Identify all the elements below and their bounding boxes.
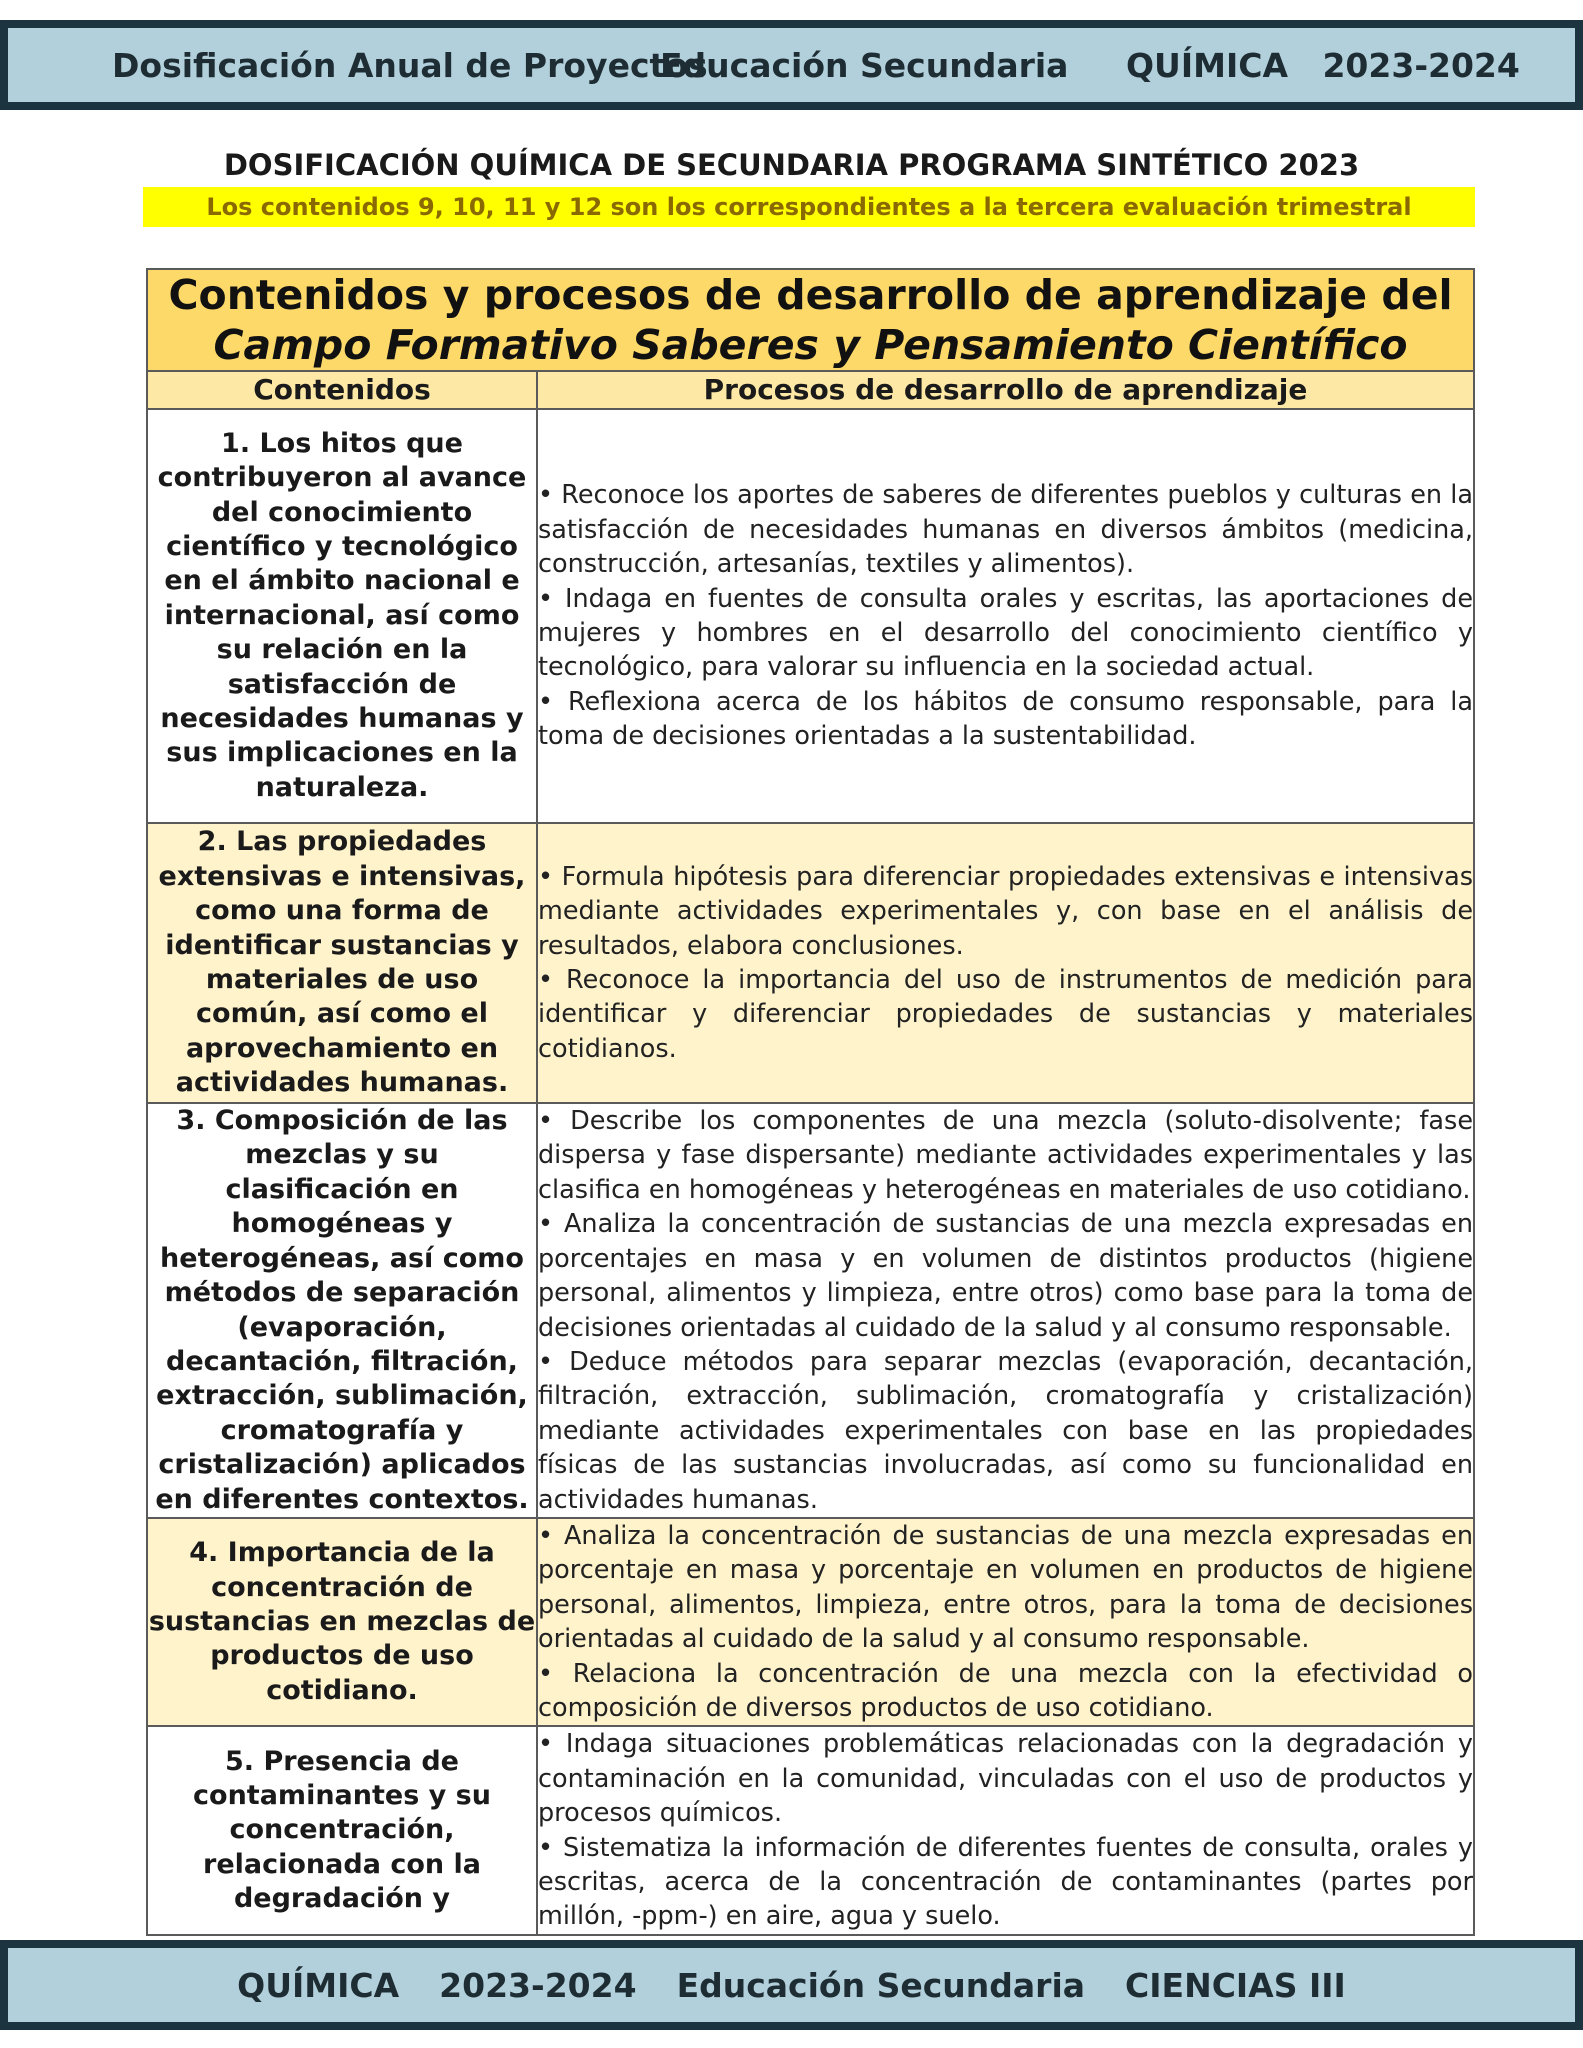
- process-item: • Reconoce los aportes de saberes de diferentes pueblos y culturas en la satisfacción de necesidades humanas en diversos ámbitos (medicina, construcción, artesanías, textiles y alimentos).: [538, 480, 1474, 580]
- footer-course: CIENCIAS III: [1125, 1965, 1346, 2005]
- table-row: [147, 1518, 1474, 1726]
- table-title-line2: Campo Formativo Saberes y Pensamiento Científico: [213, 321, 1408, 369]
- content-cell: 2. Las propiedades extensivas e intensivas, como una forma de identificar sustancias y materiales de uso común, así como el aprovechamiento en actividades humanas.: [147, 823, 537, 1103]
- process-item: • Relaciona la concentración de una mezcla con la efectividad o composición de diversos productos de uso cotidiano.: [538, 1658, 1474, 1724]
- footer-year: 2023-2024: [439, 1965, 637, 2005]
- header-subject-year: QUÍMICA 2023-2024: [1126, 45, 1520, 85]
- process-item: • Analiza la concentración de sustancias de una mezcla expresadas en porcentajes en masa y en volumen de distintos productos (higiene personal, alimentos y limpieza, entre otros) como base para la toma de decisiones orientadas al cuidado de la salud y al consumo responsable.: [538, 1209, 1474, 1343]
- column-header-contenidos: Contenidos: [147, 371, 537, 409]
- process-item: • Reconoce la importancia del uso de instrumentos de medición para identificar y diferenciar propiedades de sustancias y materiales cotidianos.: [538, 965, 1474, 1064]
- contents-table: [146, 268, 1475, 1936]
- process-item: • Sistematiza la información de diferentes fuentes de consulta, orales y escritas, acerca de la concentración de contaminantes (partes por millón, -ppm-) en aire, agua y suelo.: [538, 1832, 1474, 1932]
- table-row: [147, 1103, 1474, 1518]
- header-banner: [0, 20, 1583, 110]
- process-cell: [537, 1518, 1474, 1726]
- footer-level: Educación Secundaria: [676, 1965, 1086, 2005]
- process-item: • Analiza la concentración de sustancias de una mezcla expresadas en porcentaje en masa y porcentaje en volumen en productos de higiene personal, alimentos, limpieza, entre otros, para la toma de decisiones orientadas al cuidado de la salud y al consumo responsable.: [538, 1521, 1474, 1655]
- process-cell: [537, 409, 1474, 823]
- table-row: [147, 823, 1474, 1103]
- table-title-line1: Contenidos y procesos de desarrollo de aprendizaje del: [168, 271, 1453, 319]
- header-doc-type: Dosificación Anual de Proyectos: [112, 45, 708, 85]
- process-item: • Reflexiona acerca de los hábitos de consumo responsable, para la toma de decisiones orientadas a la sustentabilidad.: [538, 686, 1474, 752]
- content-cell: 5. Presencia de contaminantes y su concentración, relacionada con la degradación y: [147, 1726, 537, 1934]
- table-row: [147, 409, 1474, 823]
- process-cell: [537, 1103, 1474, 1518]
- process-item: • Describe los componentes de una mezcla (soluto-disolvente; fase dispersa y fase dispersante) mediante actividades experimentales y las clasifica en homogéneas y heterogéneas en materiales de uso cotidiano.: [538, 1106, 1474, 1205]
- highlight-note: Los contenidos 9, 10, 11 y 12 son los correspondientes a la tercera evaluación trimestral: [143, 187, 1475, 227]
- footer-subject: QUÍMICA: [237, 1965, 400, 2005]
- process-item: • Formula hipótesis para diferenciar propiedades extensivas e intensivas mediante actividades experimentales y, con base en el análisis de resultados, elabora conclusiones.: [538, 861, 1474, 961]
- content-cell: 4. Importancia de la concentración de sustancias en mezclas de productos de uso cotidiano.: [147, 1518, 537, 1726]
- header-level: Educación Secundaria: [660, 45, 1069, 85]
- content-cell: 3. Composición de las mezclas y su clasificación en homogéneas y heterogéneas, así como métodos de separación (evaporación, decantación, filtración, extracción, sublimación, cromatografía y cristalización) aplicados en diferentes contextos.: [147, 1103, 537, 1518]
- process-cell: [537, 1726, 1474, 1934]
- process-item: • Indaga en fuentes de consulta orales y escritas, las aportaciones de mujeres y hombres en el desarrollo del conocimiento científico y tecnológico, para valorar su influencia en la sociedad actual.: [538, 583, 1474, 683]
- content-cell: 1. Los hitos que contribuyeron al avance del conocimiento científico y tecnológico en el ámbito nacional e internacional, así como su relación en la satisfacción de necesidades humanas y sus implicaciones en la naturaleza.: [147, 409, 537, 823]
- table-title: [147, 269, 1474, 371]
- footer-banner: [0, 1940, 1583, 2030]
- process-item: • Indaga situaciones problemáticas relacionadas con la degradación y contaminación en la comunidad, vinculadas con el uso de productos y procesos químicos.: [538, 1729, 1474, 1829]
- column-header-procesos: Procesos de desarrollo de aprendizaje: [537, 371, 1474, 409]
- process-item: • Deduce métodos para separar mezclas (evaporación, decantación, filtración, extracción, sublimación, cromatografía y cristalización) mediante actividades experimentales con base en las propiedades físicas de las sustancias involucradas, así como su funcionalidad en actividades humanas.: [538, 1346, 1474, 1515]
- table-row: [147, 1726, 1474, 1934]
- process-cell: [537, 823, 1474, 1103]
- document-title: DOSIFICACIÓN QUÍMICA DE SECUNDARIA PROGRAMA SINTÉTICO 2023: [223, 148, 1360, 182]
